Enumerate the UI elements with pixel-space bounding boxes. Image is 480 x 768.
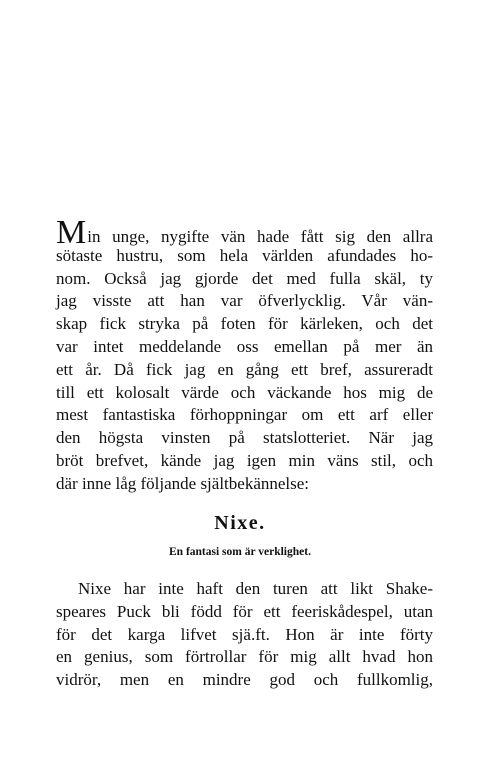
- section-heading: Nixe.: [214, 512, 266, 534]
- paragraph-line: den högsta vinsten på statslotteriet. När jag: [56, 428, 433, 448]
- paragraph-line: Nixe har inte haft den turen att likt Shake-: [78, 579, 433, 598]
- paragraph-line: sötaste hustru, som hela världen afundades ho-: [56, 245, 433, 265]
- paragraph-line: ett år. Då fick jag en gång ett bref, assureradt: [56, 359, 433, 379]
- paragraph-line: [56, 214, 433, 251]
- paragraph-line: bröt brefvet, kände jag igen min väns stil, och: [56, 450, 433, 470]
- line-text: in unge, nygifte vän hade fått sig den allra: [87, 227, 433, 246]
- paragraph-line: för det karga lifvet sjä.ft. Hon är inte förty: [56, 624, 433, 644]
- paragraph-line: till ett kolosalt värde och väckande hos mig de: [56, 382, 433, 402]
- paragraph-line: nom. Också jag gjorde det med fulla skäl, ty: [56, 268, 433, 288]
- paragraph-line: jag visste att han var öfverlycklig. Vår vän-: [56, 291, 433, 311]
- paragraph-line: var intet meddelande oss emellan på mer än: [56, 336, 433, 356]
- section-subheading: En fantasi som är verklighet.: [169, 546, 311, 558]
- paragraph-line: speares Puck bli född för ett feeriskådespel, utan: [56, 601, 433, 621]
- drop-cap: M: [56, 214, 87, 251]
- paragraph-line: skap fick stryka på foten för kärleken, och det: [56, 314, 433, 334]
- paragraph-line: där inne låg följande själtbekännelse:: [56, 473, 310, 493]
- paragraph-line: mest fantastiska förhoppningar om ett arf eller: [56, 405, 433, 425]
- paragraph-line: en genius, som förtrollar för mig allt hvad hon: [56, 647, 433, 667]
- opening-paragraph: [56, 214, 433, 496]
- paragraph-line: vidrör, men en mindre god och fullkomlig,: [56, 670, 433, 690]
- second-paragraph: [56, 578, 433, 692]
